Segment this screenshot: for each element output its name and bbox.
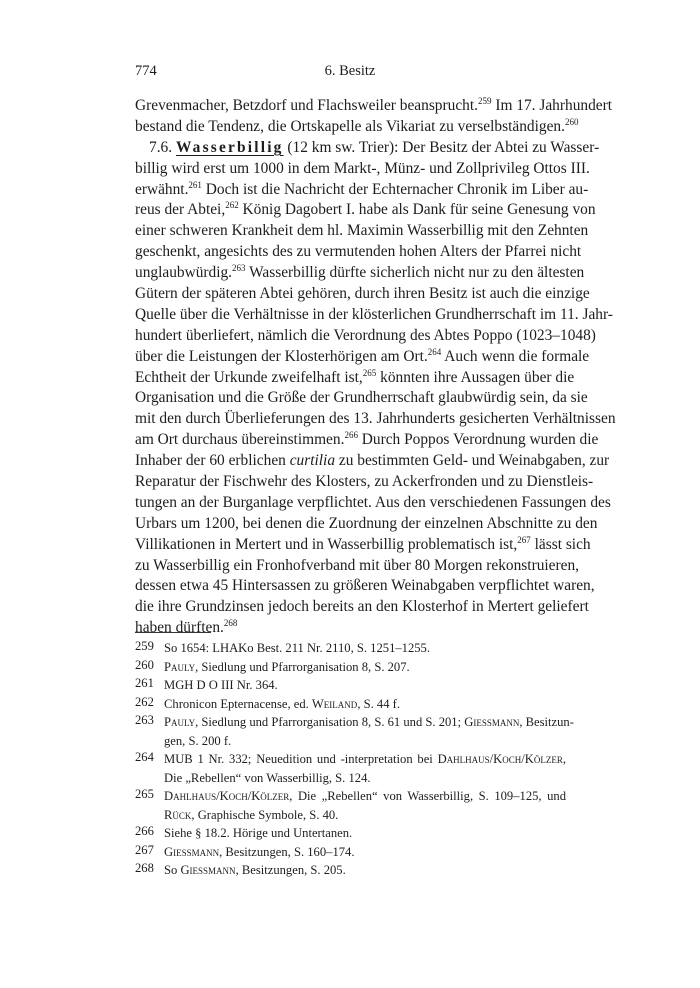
footnote-ref[interactable]: 267 xyxy=(517,534,531,545)
footnote-260 xyxy=(135,658,566,677)
footnote-text-continued: Rück, Graphische Symbole, S. 40. xyxy=(164,807,339,822)
footnote-259 xyxy=(135,639,566,658)
text-line: über die Leistungen der Klosterhörigen am Ort.$^{264}$ Auch wenn die formale xyxy=(135,346,590,365)
footnote-text: Siehe § 18.2. Hörige und Untertanen. xyxy=(164,826,353,840)
footnote-number: 264 xyxy=(135,750,154,764)
place-name: Wasserbillig xyxy=(175,138,284,156)
footnote-number: 261 xyxy=(135,676,154,690)
footnote-ref[interactable]: 264 xyxy=(427,346,442,357)
footnote-text: Pauly, Siedlung und Pfarrorganisation 8, S. 61 und S. 201; Giessmann, Besitzun- xyxy=(164,715,574,729)
text-line: die ihre Grundzinsen jedoch bereits an den Klosterhof in Mertert geliefert xyxy=(135,598,589,616)
text-line: haben dürften.$^{268}$ xyxy=(135,618,238,637)
page-number: 774 xyxy=(135,63,157,79)
text-line: zu Wasserbillig ein Fronhofverband mit über 80 Morgen rekonstruieren, xyxy=(135,556,579,574)
text-line: Gütern der späteren Abtei gehören, durch ihren Besitz ist auch die einzige xyxy=(135,285,590,303)
footnote-268 xyxy=(135,861,566,880)
author-name: Pauly xyxy=(164,659,196,674)
footnote-ref[interactable]: 259 xyxy=(477,96,492,106)
text-line: Organisation und die Größe der Grundherrschaft glaubwürdig sein, da sie xyxy=(135,389,588,407)
section-number: 7.6. xyxy=(149,138,176,156)
footnote-266 xyxy=(135,824,566,843)
text-line: geschenkt, angesichts des zu vermutenden hohen Alters der Pfarrei nicht xyxy=(135,243,582,261)
author-name: Weiland xyxy=(311,696,358,711)
text-line: dessen etwa 45 Hintersassen zu größeren Weinabgaben verpflichtet waren, xyxy=(135,577,595,595)
text-line: mit den durch Überlieferungen des 13. Jahrhunderts gesicherten Verhältnissen xyxy=(135,410,616,428)
author-name: Pauly xyxy=(164,715,196,729)
text-line: Quelle über die Verhältnisse in der klösterlichen Grundherrschaft im 11. Jahr- xyxy=(135,305,613,323)
author-name: Dahlhaus/Koch/Kölzer xyxy=(437,752,563,766)
footnotes xyxy=(135,639,574,880)
footnote-text: So Giessmann, Besitzungen, S. 205. xyxy=(164,863,346,877)
text-line: Villikationen in Mertert und in Wasserbillig problematisch ist,$^{267}$ lässt sich xyxy=(135,534,591,553)
running-head xyxy=(135,63,565,83)
footnote-number: 267 xyxy=(135,842,154,857)
author-name: Rück xyxy=(164,807,192,822)
text-line: einer schweren Krankheit dem hl. Maximin Wasserbillig mit den Zehnten xyxy=(135,222,589,240)
footnote-text-continued: gen, S. 200 f. xyxy=(164,733,232,748)
footnote-number: 259 xyxy=(135,639,154,653)
text-line: reus der Abtei,$^{262}$ König Dagobert I. habe als Dank für seine Genesung von xyxy=(135,200,596,219)
footnote-ref[interactable]: 261 xyxy=(188,179,202,190)
author-name: Giessmann xyxy=(180,863,236,877)
latin-term: curtilia xyxy=(289,452,336,470)
text-line: Reparatur der Fischwehr des Klosters, zu Ackerfronden und zu Dienstleis- xyxy=(135,473,594,491)
text-line: bestand die Tendenz, die Ortskapelle als Vikariat zu verselbständigen.$^{260}$ xyxy=(135,116,579,135)
text-line: erwähnt.$^{261}$ Doch ist die Nachricht der Echternacher Chronik im Liber au- xyxy=(135,179,589,198)
text-line: billig wird erst um 1000 in dem Markt-, Münz- und Zollprivileg Ottos III. xyxy=(135,159,590,177)
footnote-ref[interactable]: 268 xyxy=(223,618,238,629)
section-heading-line: 7.6. Wasserbillig (12 km sw. Trier): Der Besitz der Abtei zu Wasser- xyxy=(149,138,600,156)
footnote-text: Dahlhaus/Koch/Kölzer, Die „Rebellen“ von Wasserbillig, S. 109–125, und xyxy=(164,789,566,803)
footnote-number: 266 xyxy=(135,824,154,838)
footnote-divider xyxy=(135,632,211,633)
author-name: Dahlhaus/Koch/Kölzer xyxy=(164,789,290,803)
footnote-ref[interactable]: 265 xyxy=(362,367,377,378)
footnote-ref[interactable]: 260 xyxy=(564,116,579,127)
footnote-text: MGH D O III Nr. 364. xyxy=(164,678,278,692)
footnote-text: Pauly, Siedlung und Pfarrorganisation 8, S. 207. xyxy=(164,659,410,674)
chapter-title: 6. Besitz xyxy=(324,63,376,79)
footnote-263 xyxy=(135,713,574,750)
text-line: Echtheit der Urkunde zweifelhaft ist,$^{265}$ könnten ihre Aussagen über die xyxy=(135,367,575,386)
footnote-number: 265 xyxy=(135,787,154,801)
footnote-text: So 1654: LHAKo Best. 211 Nr. 2110, S. 1251–1255. xyxy=(164,641,430,655)
footnote-number: 260 xyxy=(135,657,154,672)
text-line: Inhaber der 60 erblichen curtilia zu bestimmten Geld- und Weinabgaben, zur xyxy=(135,452,610,470)
footnote-number: 263 xyxy=(135,713,154,727)
footnote-264 xyxy=(135,750,566,787)
footnote-ref[interactable]: 262 xyxy=(225,200,239,211)
footnote-number: 262 xyxy=(135,694,154,709)
text-line: am Ort durchaus übereinstimmen.$^{266}$ Durch Poppos Verordnung wurden die xyxy=(135,430,599,449)
footnote-text: Chronicon Epternacense, ed. Weiland, S. 44 f. xyxy=(164,696,400,711)
footnote-number: 268 xyxy=(135,861,154,875)
footnote-261 xyxy=(135,676,566,695)
footnote-262 xyxy=(135,695,566,714)
footnote-text-continued: Die „Rebellen“ von Wasserbillig, S. 124. xyxy=(164,770,371,785)
text-line: hundert überliefert, nämlich die Verordnung des Abtes Poppo (1023–1048) xyxy=(135,326,596,344)
footnote-text: Giessmann, Besitzungen, S. 160–174. xyxy=(164,844,355,859)
text-line: Grevenmacher, Betzdorf und Flachsweiler beansprucht.$^{259}$ Im 17. Jahrhundert xyxy=(135,96,613,114)
text-line: unglaubwürdig.$^{263}$ Wasserbillig dürfte sicherlich nicht nur zu den ältesten xyxy=(135,263,585,282)
footnote-text: MUB 1 Nr. 332; Neuedition und -interpretation bei Dahlhaus/Koch/Kölzer, xyxy=(164,752,566,766)
footnote-265 xyxy=(135,787,566,824)
text-line: tungen an der Burganlage verpflichtet. Aus den verschiedenen Fassungen des xyxy=(135,493,611,511)
text-line: Urbars um 1200, bei denen die Zuordnung der einzelnen Abschnitte zu den xyxy=(135,514,598,532)
author-name: Giessmann xyxy=(464,715,520,729)
body-text xyxy=(135,96,616,639)
footnote-ref[interactable]: 266 xyxy=(344,430,358,441)
footnote-267 xyxy=(135,843,566,862)
footnote-ref[interactable]: 263 xyxy=(232,263,246,274)
author-name: Giessmann xyxy=(164,844,220,859)
